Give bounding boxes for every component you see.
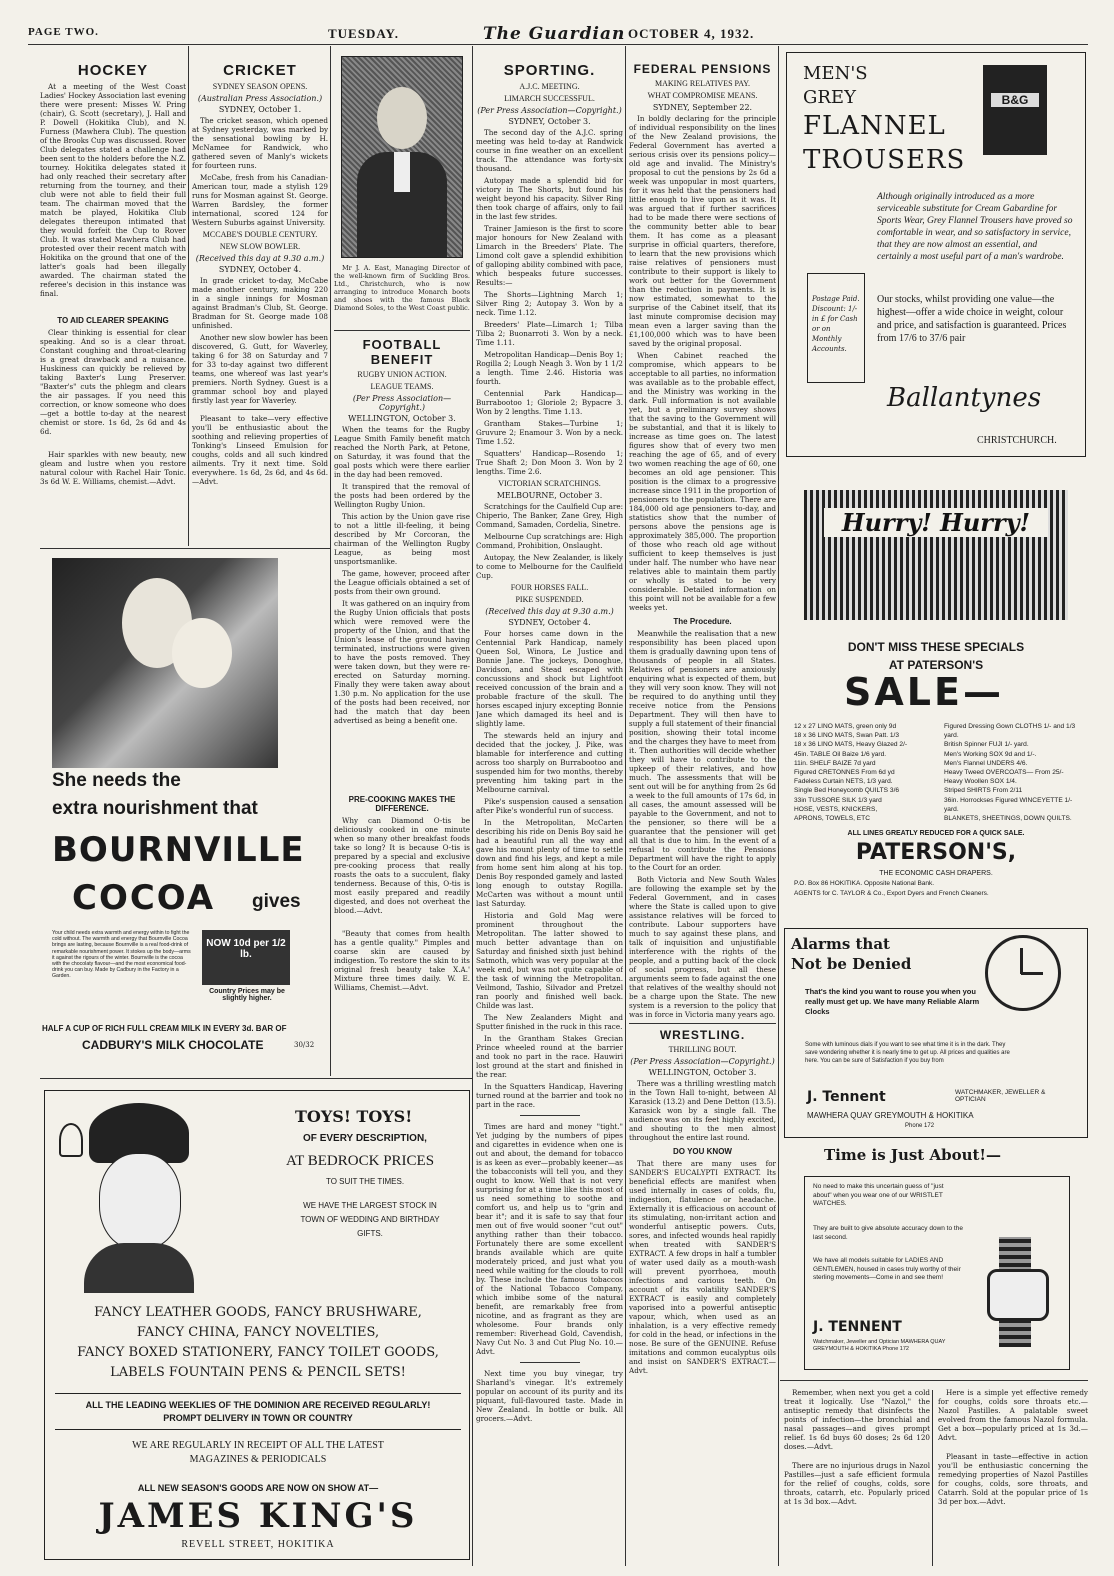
sporting-para: Autopay made a splendid bid for victory in The Shorts, but found his weight beyond his capacity. Silver Ring then took charge of affairs, only to fail in the last few strides. (476, 176, 623, 221)
nazol-advts-left (784, 1388, 930, 1566)
football-sub: LEAGUE TEAMS. (370, 382, 434, 391)
falls-received: (Received this day at 9.30 a.m.) (485, 607, 614, 616)
hockey-headline: HOCKEY (77, 62, 149, 79)
trousers-line1: MEN'S (803, 63, 868, 84)
sanders-advt: That there are many uses for SANDER'S EUCALYPTI EXTRACT. Its beneficial effects are manifest when used internally in cases of colds, flu, indigestion, flatulence or headache. Externally it is efficacious on account of its stimulating, non-irritant action and wonderful antiseptic powers. Cuts, sores, and infected wounds heal rapidly when treated with SANDER'S EXTRACT. A few drops in half a tumbler of water used daily as a mouth-wash will prevent pyorrhoea, mouth infections and carious teeth. On account of its volatility SANDER'S EXTRACT is easily and completely vaporised into a powerful antiseptic vapour, which, when used as an inhalation, is a very effective remedy for cold in the head, or infections in the nose. Be sure of the GENUINE. Refuse imitations and common eucalyptus oils and insist on SANDER'S EXTRACT.—Advt. (629, 1159, 776, 1375)
sale-item: 11in. SHELF BAIZE 7d yard (794, 759, 876, 767)
patersons-line1: DON'T MISS THESE SPECIALS (847, 640, 1025, 654)
falls-para: In the Squatters Handicap, Havering turned round at the barrier and took no part in the race. (476, 1082, 623, 1109)
watch-address: Watchmaker, Jeweller and Optician MAWHERA QUAY GREYMOUTH & HOKITIKA Phone 172 (813, 1339, 946, 1352)
trousers-line2: GREY (803, 87, 856, 108)
cocoa-tin (202, 930, 290, 985)
cricket-sub: NEW SLOW BOWLER. (219, 242, 301, 251)
race-result: Breeders' Plate—Limarch 1; Tilba Tilba 2; Buonarroti 3. Won by a neck. Time 1.11. (476, 320, 623, 347)
bg-logo-text: B&G (991, 93, 1039, 107)
patersons-name: PATERSON'S, (855, 840, 1017, 865)
pensions-headline: FEDERAL PENSIONS (633, 62, 772, 76)
victorian-para: Melbourne Cup scratchings are: High Command, Prohibition, Onslaught. (476, 532, 623, 550)
falls-dateline: SYDNEY, October 4. (508, 618, 591, 627)
cricket-assoc: (Australian Press Association.) (197, 94, 323, 103)
cricket-para: McCabe, fresh from his Canadian-American tour, made a stylish 129 runs for Mosman against St. George. Warren Bardsley, the former international, scored 124 for Western Suburbs against University. (192, 173, 328, 227)
toys-store-name: JAMES KING'S (98, 1496, 418, 1536)
ballantynes-signature: Ballantynes (887, 383, 1042, 413)
falls-para: The stewards held an injury and decided that the jockey, J. Pike, was blamable for interference and cutting across too sharply on Burrabootoo and suspended him for two months, thereby preventing him taking part in the Melbourne carnival. (476, 731, 623, 794)
cricket-para: Another new slow bowler has been discovered, G. Gutt, for Waverley, taking 6 for 38 on Saturday and 7 for 33 to-day against two different teams, one whereof was last year's premiers. North Sydney. Guest is a grammar school boy and played firstly last year for Waverley. (192, 333, 328, 405)
bg-logo (983, 65, 1047, 155)
precooking-body: Why can Diamond O-tis be deliciously cooked in one minute when so many other breakfast foods take so long? It is because O-tis is prepared by a special and exclusive pre-cooking process that really roasts the oats to a succulent, flaky tenderness. Because of this, O-tis is most easily prepared and readily digested, and does not overheat the blood.—Advt. (334, 816, 470, 915)
sporting-article (476, 60, 623, 1566)
precooking-advt (334, 790, 470, 1075)
cocoa-gives: gives (252, 891, 301, 912)
do-you-know-headline: DO YOU KNOW (673, 1147, 732, 1156)
patersons-address: P.O. Box 86 HOKITIKA. Opposite National Bank. (794, 880, 935, 887)
sale-item: BLANKETS, SHEETINGS, DOWN QUILTS. (944, 815, 1072, 823)
football-headline: FOOTBALL BENEFIT (362, 337, 442, 367)
alarm-address: MAWHERA QUAY GREYMOUTH & HOKITIKA (807, 1111, 974, 1120)
pensions-article (629, 60, 776, 1566)
nazol-advts-right (938, 1388, 1088, 1566)
falls-headline: FOUR HORSES FALL. (510, 583, 589, 592)
sale-item: Single Bed Honeycomb QUILTS 3/6 (794, 787, 900, 795)
cricket-sub: SYDNEY SEASON OPENS. (212, 82, 308, 91)
toys-magazines: WE ARE REGULARLY IN RECEIPT OF ALL THE LATEST MAGAZINES & PERIODICALS (132, 1440, 384, 1465)
cricket-para: In grade cricket to-day, McCabe made another century, making 220 in a single innings for Mosman against Bradman's Club, St. George. Bradman for St. George made 108 unfinished. (192, 276, 328, 330)
cricket-received: (Received this day at 9.30 a.m.) (195, 254, 325, 263)
football-article (334, 330, 470, 770)
sale-reduced: ALL LINES GREATLY REDUCED FOR A QUICK SALE. (847, 830, 1025, 837)
cricket-dateline: SYDNEY, October 4. (218, 265, 302, 274)
football-para: It was gathered on an inquiry from the Rugby Union officials that posts which were removed were the property of the Union, and that the Union's lease of the ground having terminated, instructions were given to have the posts removed. They were taken down, but they were re-erected on Saturday morning. Finally they were taken away about 1.30 p.m. No application for the use of the posts had been received, nor had the match that day been advertised as being a benefit one. (334, 599, 470, 725)
alarm-clock-icon (985, 935, 1061, 1011)
alarm-phone: Phone 172 (905, 1123, 935, 1129)
sale-item: 18 x 36 LINO MATS, Swan Patt. 1/3 (794, 732, 900, 740)
sale-item: Figured CRETONNES From 6d yd (794, 769, 895, 777)
cricket-sub: MCCABE'S DOUBLE CENTURY. (202, 230, 318, 239)
ballantynes-trousers-ad (786, 52, 1086, 457)
football-para: When the teams for the Rugby League Smith Family benefit match reached the North Park, at Petone, on Saturday, it was found that the goal posts which were there earlier in the day had been removed. (334, 425, 470, 479)
tobacco-advt: Times are hard and money "tight." Yet judging by the numbers of pipes and cigarettes in evidence when one is out and about, the demand for tobacco is as keen as ever—probably keener—as the tobacconists will tell you, and they ought to know. Well that is not very surprising for at a time like this most of us need something to soothe and comfort us, and help us to "grin and bear it"; and it is safe to say that four men out of five would sooner "cut out" anything rather than their tobacco. Fortunately there are some excellent brands available which are quite moderately priced, and just what you need while waiting for the clouds to roll by. These include the famous tobaccos of the National Tobacco Company, which imbibe some of the natural benefit, are remarkably free from nicotine, and as fragrant as they are wholesome. Four brands only remember: Riverhead Gold, Cavendish, Navy Cut No. 3 and Cut Plug No. 10.—Advt. (476, 1122, 623, 1356)
hair-tonic-advt: Hair sparkles with new beauty, new gleam and lustre when you restore natural colour with Rachel Hair Tonic. 3s 6d W. E. Williams, chemist.—Advt. (40, 450, 186, 486)
sale-item: Figured Dressing Gown CLOTHS 1/- and 1/3 yard. (944, 723, 1076, 740)
sale-item: 36in. Horrockses Figured WINCEYETTE 1/- yard. (944, 796, 1073, 813)
sale-item: Heavy Tweed OVERCOATS— From 25/- (944, 769, 1064, 777)
football-para: It transpired that the removal of the posts had been ordered by the Wellington Rugby Union. (334, 482, 470, 509)
sporting-assoc: (Per Press Association—Copyright.) (477, 106, 622, 115)
wrestling-headline: WRESTLING. (659, 1028, 746, 1042)
nazol-advt: Remember, when next you get a cold treat it logically. Use "Nazol," the antiseptic remedy that disinfects the points of infection—the bronchial and nasal passages—and gives prompt relief. 1s 6d buys 60 doses; 2s 6d 120 doses.—Advt. (784, 1388, 930, 1451)
sporting-para: Trainer Jamieson is the first to score major honours for New Zealand with Limarch in the Breeders' Plate. The Limond colt gave a splendid exhibition of galloping ability combined with pace, which bespeaks future successes. Results:— (476, 224, 623, 287)
trousers-italic: Although originally introduced as a more serviceable substitute for Cream Gabardine for Sports Wear, Grey Flannel Trousers have proved so comfortable in wear, and so satisfactory in service, that they are now almost an essential, and certainly a most useful part of a man's wardrobe. (877, 192, 1073, 262)
wrestling-sub: THRILLING BOUT. (668, 1045, 737, 1054)
sporting-dateline: SYDNEY, October 3. (508, 117, 591, 126)
vinegar-advt: Next time you buy vinegar, try Sharland's vinegar. It's extremely popular on account of its purity and its piquant, full-flavoured taste. Made in New Zealand. In bottle or bulk. All grocers.—Advt. (476, 1369, 623, 1423)
toys-item: LABELS FOUNTAIN PENS & PENCIL SETS! (110, 1365, 406, 1380)
discount-text: Postage Paid. Discount: 1/- in £ for Cash or on Monthly Accounts. (812, 295, 860, 353)
toys-weeklies: ALL THE LEADING WEEKLIES OF THE DOMINION ARE RECEIVED REGULARLY! PROMPT DELIVERY IN TOWN OR COUNTRY (85, 1400, 431, 1423)
race-result: Squatters' Handicap—Rosendo 1; True Shaft 2; Don Moon 3. Won by 2 lengths. Time 2.6. (476, 449, 623, 476)
hurry-text: Hurry! Hurry! (824, 508, 1048, 537)
alarm-body: That's the kind you want to rouse you when you really must get up. We have many Reliable Alarm Clocks (805, 987, 980, 1016)
ballantynes-city: CHRISTCHURCH. (977, 435, 1057, 446)
beauty-advt: "Beauty that comes from health has a gentle quality." Pimples and coarse skin are caused by indigestion. To restore the skin to its original fresh beauty take X.A.' Mixture three times daily. W. E. Williams, Chemist.—Advt. (334, 929, 470, 992)
bournville-cocoa-ad (42, 558, 328, 1073)
masthead (28, 24, 788, 44)
masthead-date: OCTOBER 4, 1932. (628, 26, 755, 41)
clear-speaking-body: Clear thinking is essential for clear speaking. And so is a clear throat. Constant coughing and throat-clearing is a great drawback and a nuisance. Huskiness can quickly be relieved by taking Baxter's Lung Preserver. "Baxter's" cuts the phlegm and clears the air passages. If you need this correction, or know someone who does—get a bottle to-day at the nearest chemist or store. 1s 6d, 2s 6d and 4s 6d. (40, 328, 186, 436)
linseed-advt: Pleasant to take—very effective you'll be enthusiastic about the soothing and relieving properties of Tonking's Linseed Emulsion for coughs, colds and all such kindred ailments. Try it next time. Sold everywhere. 1s 6d, 2s 6d, and 4s 6d.—Advt. (192, 414, 328, 486)
procedure-headline: The Procedure. (673, 617, 732, 626)
portrait-photo (341, 56, 463, 258)
cocoa-price: NOW 10d per 1/2 lb. (206, 938, 286, 960)
alarm-headline1: Alarms that (791, 935, 890, 953)
nazol-advt: Pleasant in taste—effective in action you'll be enthusiastic concerning the remedying properties of Nazol Pastilles for coughs, colds, sore throats, and Catarrh. Sold at the popular price of 1s 3d per box.—Advt. (938, 1452, 1088, 1506)
cricket-para: The cricket season, which opened at Sydney yesterday, was marked by the sensational bowling by H. McNamee for Randwick, who gathered seven of Manly's wickets for fourteen runs. (192, 116, 328, 170)
alarm-store-name: J. Tennent (807, 1089, 886, 1105)
race-result: The Shorts—Lightning March 1; Silver Ring 2; Autopay 3. Won by a neck. Time 1.12. (476, 290, 623, 317)
sale-item: British Spinner FUJI 1/- yard. (944, 741, 1029, 749)
pensions-para: When Cabinet reached the compromise, which appears to be acceptable to all parties, no information was available as to the probable effect, and the Ministry was working in the dark. Full information is not available yet, but a preliminary survey shows that the saving to the Government will be substantial, and that it is likely to increase as time goes on. The latest figures show that of every two men reaching the age of 65, and of every two women reaching the age of 60, one becomes an old age pensioner. This position is the climax to a progressive increase since 1911 in the proportion of pensioners to the population. There are 184,000 old age pensioners to-day, and statistics show that the number of persons above the pensions age is approximately 385,000. The proportion of those who reach old age without sufficient to keep themselves is just under half. The number who have near relatives able to maintain them partly or wholly is stated to be very considerable. Detailed information on this point will not be available for a few weeks yet. (629, 351, 776, 612)
toys-item: FANCY LEATHER GOODS, FANCY BRUSHWARE, (94, 1305, 422, 1320)
toys-sub2: AT BEDROCK PRICES (285, 1153, 435, 1169)
sale-item: 18 x 36 LINO MATS, Heavy Glazed 2/- (794, 741, 908, 749)
patersons-tag: THE ECONOMIC CASH DRAPERS. (879, 870, 993, 877)
toys-season: ALL NEW SEASON'S GOODS ARE NOW ON SHOW AT— (137, 1483, 379, 1493)
race-result: Centennial Park Handicap—Burrabootoo 1; Gloriole 2; Bypacre 3. Won by 2 lengths. Time 1.13. (476, 389, 623, 416)
sale-item: 33in TUSSORE SILK 1/3 yard (794, 796, 882, 804)
watch-body1: No need to make this uncertain guess of "just about" when you wear one of our WRISTLET WATCHES. (813, 1183, 944, 1207)
mother-child-illustration (52, 558, 278, 768)
trousers-line3: FLANNEL (803, 111, 946, 141)
pike-headline: PIKE SUSPENDED. (515, 595, 584, 604)
newspaper-title: The Guardian (483, 24, 626, 44)
toys-gifts: WE HAVE THE LARGEST STOCK IN TOWN OF WEDDING AND BIRTHDAY GIFTS. (300, 1201, 440, 1238)
precooking-headline: PRE-COOKING MAKES THE DIFFERENCE. (348, 795, 456, 813)
falls-para: Four horses came down in the Centennial Park Handicap, namely Queen Sol, Winora, Le Justice and Bonnie Jane. The jockeys, Donoghue, Davidson, and Stead escaped with concussions and shock but Lightfoot received concussion of the brain and a probable fracture of the skull. The horses escaped injury excepting Bonnie Jane which damaged its heel and is slightly lame. (476, 629, 623, 728)
nazol-advt: There are no injurious drugs in Nazol Pastilles—just a safe efficient formula for the relief of coughs, colds, sore throats, catarrh, etc. Popularly priced at 1s 3d box.—Advt. (784, 1461, 930, 1506)
falls-para: In the Metropolitan, McCarten describing his ride on Denis Boy said he had a beautiful run all the way and gave his mount plenty of time to settle down and find his legs, and kept a mile from home sent him along at his top. Denis Boy responded gamely and lasted long enough to outstay Rogilla. McCarten was without a mount until last Saturday. (476, 818, 623, 908)
masthead-day: TUESDAY. (328, 26, 399, 41)
football-para: The game, however, proceed after the League officials obtained a set of posts from their own ground. (334, 569, 470, 596)
falls-para: Historia and Gold Mag were prominent throughout the Metropolitan. The latter showed to much better advantage than on Saturday and finished sixth just behind Satmoth, which was very popular at the week end, but was not quite capable of the task of winning the Metropolitan. Veilmond, Tashio, Silvador and Pretzel ran poorly and finished well back. Childe was last. (476, 911, 623, 1010)
portrait-caption: Mr J. A. East, Managing Director of the well-known firm of Suckling Bros. Ltd., Christchurch, who is now arranging to introduce Monarch boots and shoes with the famous Black Diamond Soles, to the West Coast public. (334, 264, 470, 312)
toys-sub1: OF EVERY DESCRIPTION, (303, 1133, 427, 1144)
toys-sub3: TO SUIT THE TIMES. (325, 1177, 405, 1186)
sale-item: Striped SHIRTS From 2/11 (944, 787, 1023, 795)
pensions-para: Meanwhile the realisation that a new responsibility has been placed upon them is gradually dawning upon tens of thousands of people in all States. Relatives of pensioners are anxiously enquiring what is expected of them, but they will very soon know. They will not be required to do anything until they receive notice from the Pensions Department. They will then have to supply a full statement of their financial position, showing their total income and the charges they have to meet from it. Then authorities will decide whether they will have to contribute to the upkeep of their relatives, and how much. The assessments that will be sent out will be for anything from 2s 6d a week to the full amounts of 17s 6d, in all cases, the amount assessed will be payable to the Government, and not to the pensioner, so there will be a guarantee that the pensioner will get all that is due to him. In the event of a refusal to contribute the Pensions Department will have the right to apply to the Court for an order. (629, 629, 776, 872)
jester-illustration (59, 1103, 209, 1303)
james-king-toys-ad (44, 1090, 470, 1560)
victorian-para: Autopay, the New Zealander, is likely to come to Melbourne for the Caulfield Cup. (476, 553, 623, 580)
toys-items (55, 1303, 461, 1383)
patersons-sale-ad (784, 490, 1088, 910)
sporting-sub: A.J.C. MEETING. (519, 82, 580, 91)
cocoa-line2: extra nourishment that (52, 798, 258, 819)
victorian-headline: VICTORIAN SCRATCHINGS. (498, 479, 601, 488)
sale-left-list (794, 722, 944, 823)
sale-item: Fadeless Curtain NETS, 1/3 yard. (794, 778, 893, 786)
alarm-role: WATCHMAKER, JEWELLER & OPTICIAN (955, 1089, 1046, 1103)
trousers-body: Our stocks, whilst providing one value—the highest—offer a wide choice in weight, colour and price, and satisfaction is guaranteed. Prices from 17/6 to 37/6 pair (877, 294, 1067, 344)
football-dateline: WELLINGTON, October 3. (348, 414, 456, 423)
football-para: This action by the Union gave rise to not a little ill-feeling, it being described by Mr Corcoran, the chairman of the Wellington Rugby League, as being most unsportsmanlike. (334, 512, 470, 566)
victorian-dateline: MELBOURNE, October 3. (496, 491, 603, 500)
cocoa-country-note: Country Prices may be slightly higher. (209, 988, 285, 1002)
patersons-agents: AGENTS for C. TAYLOR & Co., Export Dyers and French Cleaners. (794, 890, 989, 897)
sale-item: Men's Flannel UNDERS 4/6. (944, 759, 1028, 767)
sporting-headline: SPORTING. (503, 62, 596, 79)
alarm-small: Some with luminous dials if you want to see what time it is in the dark. They save wondering whether it is nearly time to get up. All prices and qualities are here. You can be sure of Satisfaction if you buy from (805, 1042, 1010, 1064)
cricket-dateline: SYDNEY, October 1. (218, 105, 302, 114)
cocoa-body: Your child needs extra warmth and energy within to fight the cold without. The warmth and energy that Bournville Cocoa brings are lasting, because Bournville is a real food-drink of remarkable nourishment power. It stokes up the body—arms it against the rigours of the winter. Bournville is the cocoa with the chocolaty flavour—and the most economical food-drink you can buy. Made by Cadbury in the Factory in a Garden. (52, 930, 191, 980)
football-assoc: (Per Press Association—Copyright.) (352, 394, 452, 412)
falls-para: The New Zealanders Might and Sputter finished in the ruck in this race. (476, 1013, 623, 1031)
sale-headline: SALE— (844, 670, 1004, 714)
tennent-alarm-ad (784, 928, 1088, 1138)
sporting-sub: LIMARCH SUCCESSFUL. (504, 94, 595, 103)
toys-address: REVELL STREET, HOKITIKA (181, 1539, 335, 1550)
sale-item: 12 x 27 LINO MATS, green only 9d (794, 723, 897, 730)
patersons-line2: AT PATERSON'S (888, 658, 984, 672)
football-sub: RUGBY UNION ACTION. (357, 370, 447, 379)
falls-para: In the Grantham Stakes Grecian Prince wheeled round at the barrier and took no part in the race. Hauwiri lost ground at the start and finished in the rear. (476, 1034, 623, 1079)
cricket-article (192, 60, 328, 545)
sale-item: Men's Working SOX 9d and 1/-. (944, 750, 1037, 758)
hockey-article (40, 60, 186, 545)
sale-item: 45in. TABLE Oil Baize 1/6 yard. (794, 750, 887, 758)
hockey-body: At a meeting of the West Coast Ladies' Hockey Association last evening there were present: Misses W. Pring (chair), G. Scott (secretary), J. Hall and P. Dowell (Hokitika Club), and N. Furness (Mawhera Club). The question of the Brooks Cup was discussed. Rover Club delegates stated a challenge had been sent to the holders before the N.Z. tourney. Hokitika delegates stated it had only reached their secretary after returning from the tourney, and their club were not able to field their full team. The chairman moved that the match be played, Hokitika Club delegates thereupon intimated that they would forfeit the Cup to Rover Club. It was stated Mawhera Club had protested over their recent match with Hokitika on the ground that one of the latter's goals had been illegally awarded. The chairman stated the referee's decision in this instance was final. (40, 82, 186, 298)
sale-right-list (944, 722, 1084, 823)
page-number: PAGE TWO. (28, 26, 99, 38)
wrestling-assoc: (Per Press Association—Copyright.) (630, 1057, 775, 1066)
wristwatch-icon (975, 1237, 1055, 1347)
wrestling-dateline: WELLINGTON, October 3. (648, 1068, 757, 1077)
trousers-line4: TROUSERS (803, 145, 966, 175)
sale-item: HOSE, VESTS, KNICKERS, (794, 805, 878, 813)
toys-headline: TOYS! TOYS! (295, 1107, 413, 1126)
pensions-para: Both Victoria and New South Wales are following the example set by the Federal Government, and in cases where the State is called upon to give assistance relatives will be forced to contribute. Labour supporters have much to say against these plans, and talk of inquisition and unjustifiable interference with the rights of the people, and a putting back of the clock of social progress, but all these arguments seem to fade against the one that relatives of the wealthy should not be a charge upon the State. The new system is a reversion to the policy that was in force in Victoria many years ago. (629, 875, 776, 1019)
watch-body3: We have all models suitable for LADIES AND GENTLEMEN, housed in cases truly worthy of their sterling movements—Come in and see them! (813, 1257, 961, 1281)
toys-item: FANCY BOXED STATIONERY, FANCY TOILET GOODS, (77, 1345, 439, 1360)
watch-store-name: J. TENNENT (813, 1319, 902, 1335)
pensions-sub: MAKING RELATIVES PAY. (654, 79, 751, 88)
falls-para: Pike's suspension caused a sensation after Pike's wonderful run of success. (476, 797, 623, 815)
wrestling-para: There was a thrilling wrestling match in the Town Hall to-night, between Al Karasick (13.2) and Dene Detton (13.5). Karasick won by a single fall. The audience was on its feet highly excited, and shouting to the men almost throughout the entire last round. (629, 1079, 776, 1142)
race-result: Metropolitan Handicap—Denis Boy 1; Rogilla 2; Lough Neagh 3. Won by 1 1/2 a length. Time 2.46. Historia was fourth. (476, 350, 623, 386)
cocoa-product: COCOA (72, 878, 216, 918)
hurry-banner (804, 490, 1068, 620)
watch-box (804, 1176, 1070, 1370)
toys-item: FANCY CHINA, FANCY NOVELTIES, (136, 1325, 380, 1340)
sporting-para: The second day of the A.J.C. spring meeting was held to-day at Randwick course in fine weather on an excellent track. The attendance was forty-six thousand. (476, 128, 623, 173)
pensions-sub: WHAT COMPROMISE MEANS. (647, 91, 758, 100)
watch-body2: They are built to give absolute accuracy down to the last second. (813, 1225, 963, 1241)
cocoa-brand: BOURNVILLE (52, 830, 305, 870)
time-headline: Time is Just About!— (824, 1146, 1002, 1164)
alarm-headline2: Not be Denied (791, 955, 912, 973)
race-result: Grantham Stakes—Turbine 1; Gruvure 2; Enamour 3. Won by a neck. Time 1.52. (476, 419, 623, 446)
pensions-dateline: SYDNEY, September 22. (652, 103, 753, 112)
nazol-advt: Here is a simple yet effective remedy for coughs, colds sore throats etc.—Nazol Pastilles. A palatable sweet evolved from the famous Nazol formula. Get a box—popularly priced at 1s 3d.—Advt. (938, 1388, 1088, 1442)
discount-box (807, 273, 865, 383)
cocoa-footer1: HALF A CUP OF RICH FULL CREAM MILK IN EVERY 3d. BAR OF (42, 1024, 287, 1033)
cricket-headline: CRICKET (223, 62, 297, 79)
cocoa-line1: She needs the (52, 770, 181, 791)
clear-speaking-headline: TO AID CLEARER SPEAKING (57, 316, 169, 325)
cocoa-code: 30/32 (294, 1041, 315, 1049)
sale-item: APRONS, TOWELS, ETC (794, 815, 870, 823)
victorian-para: Scratchings for the Caulfield Cup are: Chiperio, The Banker, Zane Grey, High Command, Samaden, Cordelia, Sinetre. (476, 502, 623, 529)
tennent-watch-ad (784, 1140, 1088, 1375)
pensions-para: In boldly declaring for the principle of individual responsibility on the lines of the New Zealand provisions, the Federal Government has averted a serious crisis over its pensions policy—old age and invalid. The Ministry's proposal to cut the pensions by 2s 6d a week was unpopular in most quarters, for it was held that the pensioners had little enough to live upon as it was. It was argued that if further sacrifices had to be made there were sections of the community better able to bear them. It has come as a pleasant surprise in official quarters, therefore, to learn that the new provisions which raise relatives of pensioners must contribute to their support is likely to work out better for the Government than the reduction in payments. It is now estimated, somewhat to the surprise of the Cabinet itself, that its last minute compromise decision may mean even a larger saving than the £1,100,000 which was to have been saved by the original proposal. (629, 114, 776, 348)
sale-item: Heavy Woollen SOX 1/4. (944, 778, 1017, 786)
cocoa-footer2: CADBURY'S MILK CHOCOLATE (82, 1038, 264, 1052)
portrait-feature (334, 52, 470, 327)
